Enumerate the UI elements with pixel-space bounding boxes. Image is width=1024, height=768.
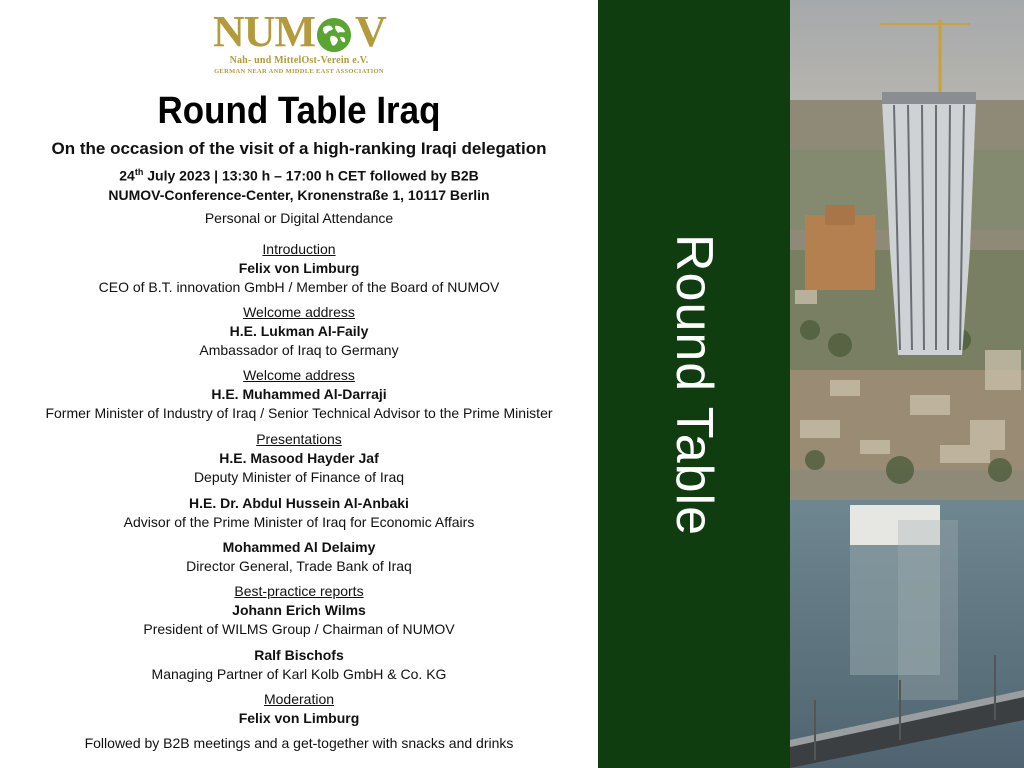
speaker-role: CEO of B.T. innovation GmbH / Member of the Board of NUMOV — [98, 279, 500, 295]
section-welcome-address-2: Welcome address — [243, 367, 355, 383]
section-best-practice: Best-practice reports — [234, 583, 364, 599]
section-moderation: Moderation — [263, 691, 335, 707]
speaker-role: Advisor of the Prime Minister of Iraq for Economic Affairs — [123, 514, 475, 530]
numov-logo — [213, 7, 393, 56]
side-panel-title: Round Table — [665, 233, 723, 537]
speaker-name: H.E. Dr. Abdul Hussein Al-Anbaki — [189, 495, 409, 511]
section-introduction: Introduction — [262, 241, 336, 257]
section-presentations: Presentations — [256, 431, 342, 447]
occasion-line: On the occasion of the visit of a high-ranking Iraqi delegation — [51, 139, 547, 158]
speaker-name: Ralf Bischofs — [254, 647, 344, 663]
logo-subtitle-english: GERMAN NEAR AND MIDDLE EAST ASSOCIATION — [214, 68, 384, 75]
logo-subtitle-german: Nah- und MittelOst-Verein e.V. — [229, 55, 369, 66]
speaker-name: Johann Erich Wilms — [232, 602, 366, 618]
speaker-role: Ambassador of Iraq to Germany — [199, 342, 399, 358]
globe-icon — [317, 18, 351, 52]
date-day: 24 — [119, 167, 135, 184]
speaker-role: Director General, Trade Bank of Iraq — [186, 558, 412, 574]
speaker-name: Felix von Limburg — [238, 710, 360, 726]
date-suffix: th — [134, 167, 144, 177]
speaker-name: H.E. Masood Hayder Jaf — [219, 450, 379, 466]
date-line — [0, 167, 598, 184]
logo-text-left: NUM — [213, 7, 316, 56]
baghdad-skyline-photo — [790, 0, 1024, 768]
speaker-name: H.E. Muhammed Al-Darraji — [211, 386, 387, 402]
attendance-line: Personal or Digital Attendance — [204, 210, 394, 226]
speaker-name: Felix von Limburg — [238, 260, 360, 276]
speaker-name: Mohammed Al Delaimy — [222, 539, 376, 555]
venue-line: NUMOV-Conference-Center, Kronenstraße 1, 10117 Berlin — [108, 187, 490, 203]
speaker-role: Former Minister of Industry of Iraq / Senior Technical Advisor to the Prime Minister — [45, 405, 553, 421]
speaker-name: H.E. Lukman Al-Faily — [229, 323, 369, 339]
speaker-role: Managing Partner of Karl Kolb GmbH & Co. KG — [151, 666, 447, 682]
footer-note: Followed by B2B meetings and a get-together with snacks and drinks — [84, 735, 514, 751]
page-title: Round Table Iraq — [157, 90, 441, 132]
date-rest: July 2023 | 13:30 h – 17:00 h CET followed by B2B — [143, 167, 479, 184]
logo-text-right: V — [355, 7, 386, 56]
section-welcome-address-1: Welcome address — [243, 304, 355, 320]
speaker-role: President of WILMS Group / Chairman of NUMOV — [143, 621, 455, 637]
speaker-role: Deputy Minister of Finance of Iraq — [193, 469, 405, 485]
